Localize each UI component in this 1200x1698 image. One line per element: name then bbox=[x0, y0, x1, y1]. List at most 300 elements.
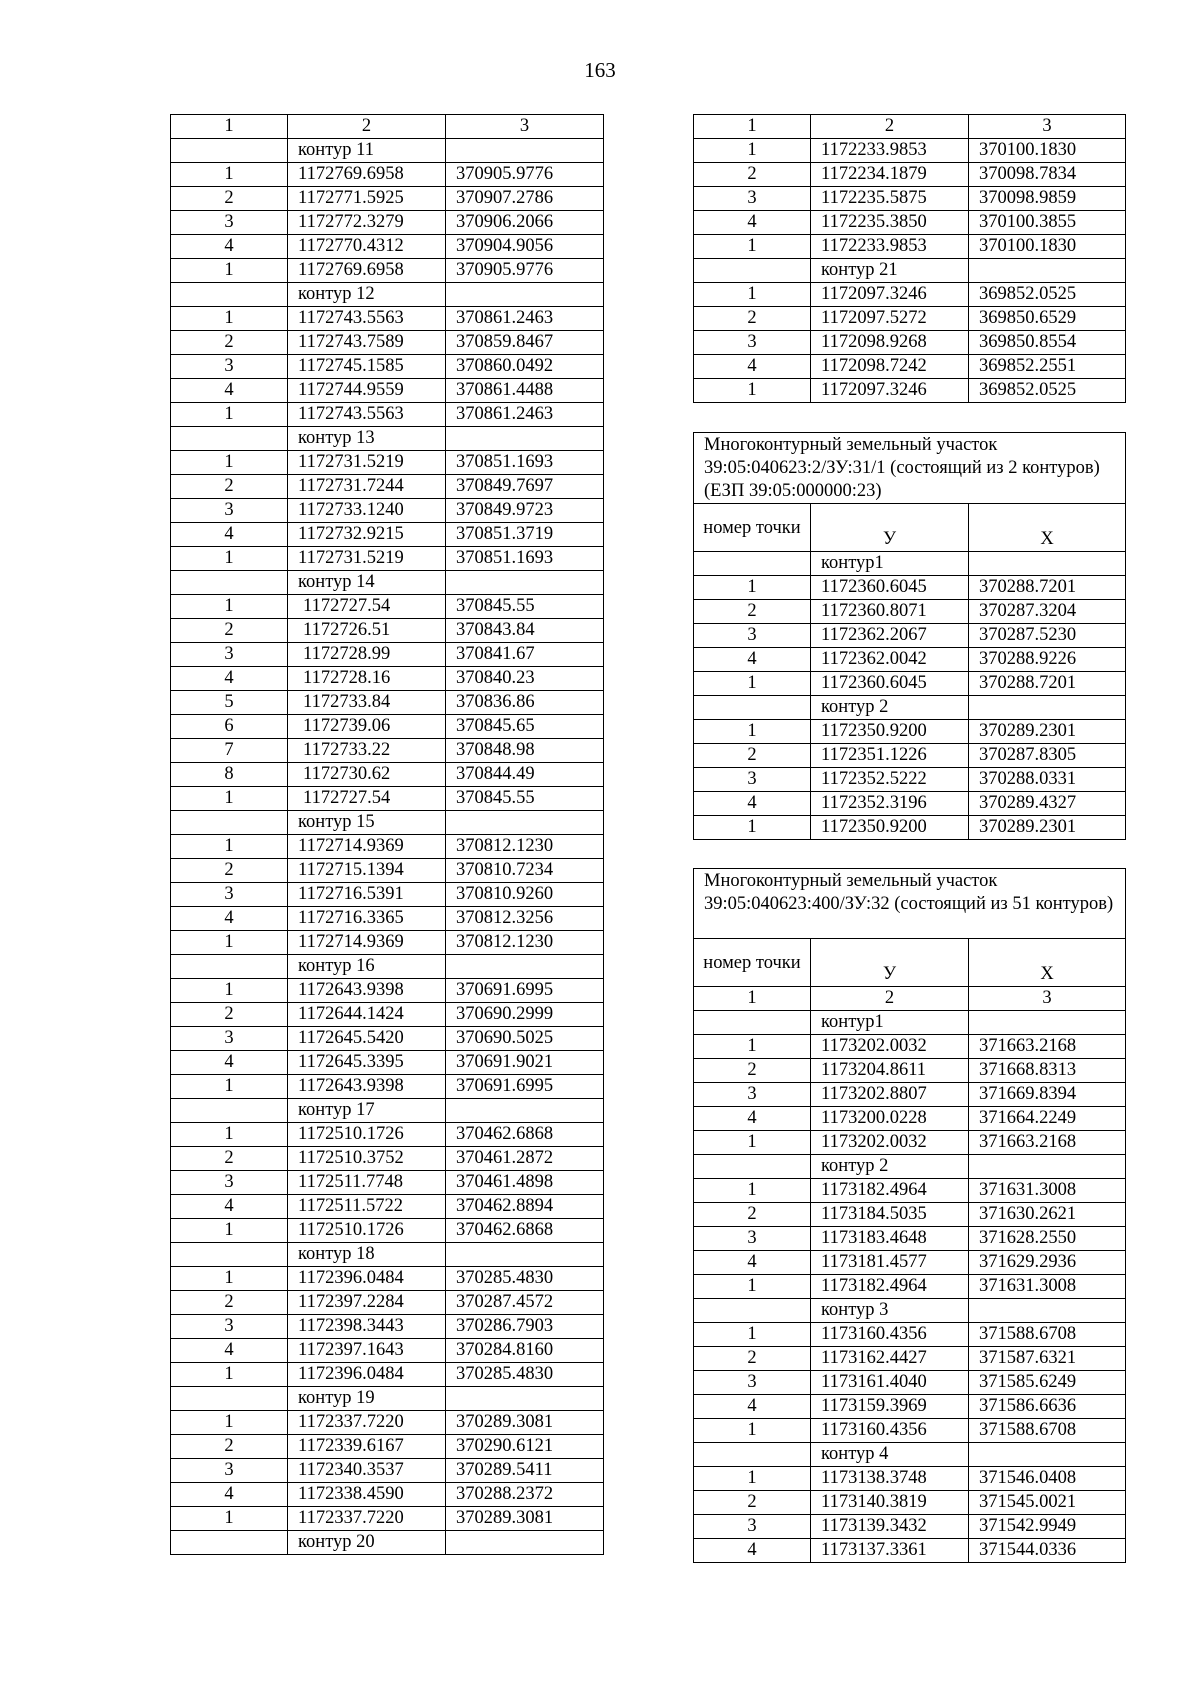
point-number-cell: 4 bbox=[171, 235, 288, 259]
point-number-cell: 1 bbox=[171, 787, 288, 811]
contour-label-row bbox=[694, 696, 1126, 720]
contour-label: контур 16 bbox=[288, 955, 446, 979]
point-number-cell: 4 bbox=[171, 907, 288, 931]
x-coordinate-cell: 371664.2249 bbox=[969, 1107, 1126, 1131]
table-row bbox=[171, 163, 604, 187]
table-row bbox=[171, 1315, 604, 1339]
table-row bbox=[694, 672, 1126, 696]
x-coordinate-cell: 370844.49 bbox=[446, 763, 604, 787]
contour-label: контур 17 bbox=[288, 1099, 446, 1123]
point-number-cell: 1 bbox=[171, 595, 288, 619]
x-coordinate-cell: 370288.0331 bbox=[969, 768, 1126, 792]
y-coordinate-cell: 1172233.9853 bbox=[811, 139, 969, 163]
x-coordinate-cell: 371669.8394 bbox=[969, 1083, 1126, 1107]
x-coordinate-cell: 370287.8305 bbox=[969, 744, 1126, 768]
table-row bbox=[171, 523, 604, 547]
y-coordinate-cell: 1172769.6958 bbox=[288, 163, 446, 187]
point-number-cell: 2 bbox=[694, 1059, 811, 1083]
x-coordinate-cell: 370845.55 bbox=[446, 787, 604, 811]
x-coordinate-cell: 370288.7201 bbox=[969, 576, 1126, 600]
point-number-cell bbox=[171, 139, 288, 163]
right-coordinates-table-2 bbox=[693, 432, 1126, 840]
point-number-header: номер точки bbox=[694, 504, 811, 552]
y-coordinate-cell: 1173202.0032 bbox=[811, 1131, 969, 1155]
point-number-cell: 3 bbox=[171, 643, 288, 667]
y-coordinate-cell: 1172715.1394 bbox=[288, 859, 446, 883]
x-coordinate-cell: 371588.6708 bbox=[969, 1419, 1126, 1443]
table-row bbox=[694, 1107, 1126, 1131]
y-coordinate-cell: 1172645.5420 bbox=[288, 1027, 446, 1051]
table-row bbox=[171, 1267, 604, 1291]
point-number-cell: 3 bbox=[694, 187, 811, 211]
point-number-cell: 1 bbox=[694, 1323, 811, 1347]
x-coordinate-cell: 371542.9949 bbox=[969, 1515, 1126, 1539]
contour-label: контур 11 bbox=[288, 139, 446, 163]
contour-label-row bbox=[171, 571, 604, 595]
column-header-row bbox=[694, 504, 1126, 552]
point-number-cell: 1 bbox=[171, 1507, 288, 1531]
y-coordinate-cell: 1173159.3969 bbox=[811, 1395, 969, 1419]
x-coordinate-cell: 370904.9056 bbox=[446, 235, 604, 259]
point-number-cell: 2 bbox=[171, 1291, 288, 1315]
x-coordinate-cell: 370845.55 bbox=[446, 595, 604, 619]
point-number-cell: 1 bbox=[171, 979, 288, 1003]
table-row bbox=[694, 1491, 1126, 1515]
y-coordinate-cell: 1172511.5722 bbox=[288, 1195, 446, 1219]
point-number-cell: 2 bbox=[171, 1435, 288, 1459]
x-coordinate-cell: 371629.2936 bbox=[969, 1251, 1126, 1275]
y-coordinate-cell: 1172398.3443 bbox=[288, 1315, 446, 1339]
y-coordinate-cell: 1172510.1726 bbox=[288, 1219, 446, 1243]
contour-label: контур 20 bbox=[288, 1531, 446, 1555]
table-row bbox=[694, 1251, 1126, 1275]
x-coordinate-cell: 370845.65 bbox=[446, 715, 604, 739]
left-coordinates-table bbox=[170, 114, 604, 1555]
x-coordinate-cell: 370861.2463 bbox=[446, 307, 604, 331]
y-coordinate-cell: 1172714.9369 bbox=[288, 835, 446, 859]
column-header-row bbox=[694, 939, 1126, 987]
table-row bbox=[694, 1467, 1126, 1491]
table-row bbox=[171, 1051, 604, 1075]
contour-label-row bbox=[171, 283, 604, 307]
x-column-header: Х bbox=[969, 504, 1126, 552]
contour-label: контур 2 bbox=[811, 1155, 969, 1179]
contour-label: контур 2 bbox=[811, 696, 969, 720]
x-coordinate-cell: 370860.0492 bbox=[446, 355, 604, 379]
y-coordinate-cell: 1172731.7244 bbox=[288, 475, 446, 499]
x-coordinate-cell: 370851.1693 bbox=[446, 547, 604, 571]
x-coordinate-cell: 370461.4898 bbox=[446, 1171, 604, 1195]
x-coordinate-cell: 370287.3204 bbox=[969, 600, 1126, 624]
contour-label-row bbox=[694, 1443, 1126, 1467]
y-coordinate-cell: 1172360.6045 bbox=[811, 672, 969, 696]
point-number-cell: 3 bbox=[171, 883, 288, 907]
y-coordinate-cell: 1172726.51 bbox=[288, 619, 446, 643]
table-row bbox=[694, 1371, 1126, 1395]
table-row bbox=[694, 576, 1126, 600]
point-number-cell: 3 bbox=[171, 1171, 288, 1195]
table-row bbox=[171, 307, 604, 331]
table-row bbox=[694, 1347, 1126, 1371]
point-number-cell: 2 bbox=[694, 600, 811, 624]
point-number-cell: 1 bbox=[171, 1219, 288, 1243]
point-number-cell: 3 bbox=[694, 1371, 811, 1395]
point-number-cell bbox=[694, 259, 811, 283]
point-number-cell: 3 bbox=[171, 499, 288, 523]
table-row bbox=[171, 643, 604, 667]
point-number-cell: 3 bbox=[694, 624, 811, 648]
y-coordinate-cell: 1173140.3819 bbox=[811, 1491, 969, 1515]
x-coordinate-cell: 371628.2550 bbox=[969, 1227, 1126, 1251]
table-row bbox=[171, 499, 604, 523]
table-row bbox=[171, 235, 604, 259]
table-row bbox=[171, 739, 604, 763]
point-number-cell: 3 bbox=[171, 1315, 288, 1339]
table-row bbox=[171, 859, 604, 883]
point-number-cell: 2 bbox=[694, 1491, 811, 1515]
table-title: Многоконтурный земельный участок 39:05:040623:400/ЗУ:32 (состоящий из 51 контуров) bbox=[694, 869, 1126, 939]
y-coordinate-cell: 1173204.8611 bbox=[811, 1059, 969, 1083]
table-title-row bbox=[694, 869, 1126, 939]
point-number-cell: 2 bbox=[171, 187, 288, 211]
contour-label-row bbox=[171, 1099, 604, 1123]
point-number-cell: 1 bbox=[694, 1275, 811, 1299]
point-number-cell: 4 bbox=[694, 211, 811, 235]
x-coordinate-cell bbox=[446, 427, 604, 451]
y-coordinate-cell: 1172728.99 bbox=[288, 643, 446, 667]
y-column-header: У bbox=[811, 504, 969, 552]
point-number-cell bbox=[171, 1099, 288, 1123]
x-column-header: Х bbox=[969, 939, 1126, 987]
x-coordinate-cell: 370905.9776 bbox=[446, 259, 604, 283]
contour-label-row bbox=[694, 552, 1126, 576]
y-coordinate-cell: 1172743.5563 bbox=[288, 307, 446, 331]
x-coordinate-cell: 371587.6321 bbox=[969, 1347, 1126, 1371]
contour-label: контур 14 bbox=[288, 571, 446, 595]
y-coordinate-cell: 1172235.3850 bbox=[811, 211, 969, 235]
point-number-cell: 4 bbox=[694, 648, 811, 672]
header-cell: 1 bbox=[694, 115, 811, 139]
table-row bbox=[171, 931, 604, 955]
contour-label-row bbox=[171, 1387, 604, 1411]
point-number-cell: 1 bbox=[171, 403, 288, 427]
point-number-cell: 2 bbox=[171, 475, 288, 499]
table-header-row bbox=[694, 115, 1126, 139]
y-coordinate-cell: 1172733.84 bbox=[288, 691, 446, 715]
y-coordinate-cell: 1172350.9200 bbox=[811, 720, 969, 744]
point-number-cell: 3 bbox=[694, 331, 811, 355]
contour-label-row bbox=[171, 955, 604, 979]
y-coordinate-cell: 1172097.3246 bbox=[811, 379, 969, 403]
point-number-cell: 1 bbox=[171, 163, 288, 187]
y-coordinate-cell: 1172510.1726 bbox=[288, 1123, 446, 1147]
y-coordinate-cell: 1172730.62 bbox=[288, 763, 446, 787]
x-coordinate-cell: 370100.3855 bbox=[969, 211, 1126, 235]
x-coordinate-cell: 370849.9723 bbox=[446, 499, 604, 523]
x-coordinate-cell bbox=[969, 1011, 1126, 1035]
x-coordinate-cell: 370836.86 bbox=[446, 691, 604, 715]
column-number-cell: 3 bbox=[969, 987, 1126, 1011]
x-coordinate-cell bbox=[969, 1443, 1126, 1467]
x-coordinate-cell: 370098.9859 bbox=[969, 187, 1126, 211]
contour-label: контур 18 bbox=[288, 1243, 446, 1267]
table-row bbox=[171, 715, 604, 739]
y-coordinate-cell: 1173184.5035 bbox=[811, 1203, 969, 1227]
x-coordinate-cell bbox=[446, 283, 604, 307]
y-coordinate-cell: 1172770.4312 bbox=[288, 235, 446, 259]
y-coordinate-cell: 1173161.4040 bbox=[811, 1371, 969, 1395]
point-number-cell: 1 bbox=[694, 1179, 811, 1203]
x-coordinate-cell: 371630.2621 bbox=[969, 1203, 1126, 1227]
point-number-cell: 4 bbox=[694, 355, 811, 379]
table-row bbox=[694, 1323, 1126, 1347]
table-row bbox=[694, 744, 1126, 768]
y-coordinate-cell: 1172510.3752 bbox=[288, 1147, 446, 1171]
y-coordinate-cell: 1172098.7242 bbox=[811, 355, 969, 379]
point-number-cell: 1 bbox=[171, 547, 288, 571]
x-coordinate-cell: 370289.2301 bbox=[969, 720, 1126, 744]
x-coordinate-cell: 370289.5411 bbox=[446, 1459, 604, 1483]
table-row bbox=[171, 331, 604, 355]
x-coordinate-cell: 370288.2372 bbox=[446, 1483, 604, 1507]
point-number-cell: 1 bbox=[171, 1363, 288, 1387]
x-coordinate-cell: 370905.9776 bbox=[446, 163, 604, 187]
table-row bbox=[171, 883, 604, 907]
table-row bbox=[694, 1083, 1126, 1107]
x-coordinate-cell: 371663.2168 bbox=[969, 1131, 1126, 1155]
table-row bbox=[171, 763, 604, 787]
x-coordinate-cell bbox=[969, 1299, 1126, 1323]
point-number-cell: 4 bbox=[694, 1107, 811, 1131]
x-coordinate-cell bbox=[446, 811, 604, 835]
y-coordinate-cell: 1172716.5391 bbox=[288, 883, 446, 907]
right-coordinates-table-1 bbox=[693, 114, 1126, 403]
x-coordinate-cell: 370812.3256 bbox=[446, 907, 604, 931]
y-coordinate-cell: 1172727.54 bbox=[288, 595, 446, 619]
y-coordinate-cell: 1173137.3361 bbox=[811, 1539, 969, 1563]
table-header-row bbox=[171, 115, 604, 139]
point-number-cell: 1 bbox=[171, 835, 288, 859]
y-coordinate-cell: 1172714.9369 bbox=[288, 931, 446, 955]
x-coordinate-cell: 370286.7903 bbox=[446, 1315, 604, 1339]
x-coordinate-cell: 371668.8313 bbox=[969, 1059, 1126, 1083]
point-number-cell: 2 bbox=[694, 163, 811, 187]
point-number-cell: 1 bbox=[171, 259, 288, 283]
column-number-cell: 2 bbox=[811, 987, 969, 1011]
x-coordinate-cell: 369850.8554 bbox=[969, 331, 1126, 355]
table-row bbox=[171, 1507, 604, 1531]
table-row bbox=[171, 1123, 604, 1147]
table-row bbox=[171, 787, 604, 811]
table-row bbox=[694, 187, 1126, 211]
y-coordinate-cell: 1173139.3432 bbox=[811, 1515, 969, 1539]
point-number-cell: 3 bbox=[171, 355, 288, 379]
contour-label: контур 3 bbox=[811, 1299, 969, 1323]
contour-label-row bbox=[171, 811, 604, 835]
point-number-cell: 2 bbox=[171, 331, 288, 355]
point-number-cell: 4 bbox=[171, 1483, 288, 1507]
x-coordinate-cell: 370284.8160 bbox=[446, 1339, 604, 1363]
table-row bbox=[171, 1171, 604, 1195]
point-number-cell: 4 bbox=[694, 792, 811, 816]
x-coordinate-cell: 370289.3081 bbox=[446, 1411, 604, 1435]
table-row bbox=[694, 1275, 1126, 1299]
x-coordinate-cell bbox=[446, 955, 604, 979]
x-coordinate-cell bbox=[446, 1531, 604, 1555]
x-coordinate-cell: 370906.2066 bbox=[446, 211, 604, 235]
point-number-cell: 3 bbox=[171, 1459, 288, 1483]
point-number-cell: 2 bbox=[171, 1003, 288, 1027]
point-number-cell: 1 bbox=[694, 283, 811, 307]
x-coordinate-cell: 370851.3719 bbox=[446, 523, 604, 547]
table-row bbox=[694, 139, 1126, 163]
table-row bbox=[694, 1035, 1126, 1059]
x-coordinate-cell: 371588.6708 bbox=[969, 1323, 1126, 1347]
y-coordinate-cell: 1172233.9853 bbox=[811, 235, 969, 259]
contour-label: контур 19 bbox=[288, 1387, 446, 1411]
point-number-cell: 6 bbox=[171, 715, 288, 739]
y-coordinate-cell: 1172745.1585 bbox=[288, 355, 446, 379]
table-row bbox=[694, 355, 1126, 379]
y-coordinate-cell: 1172397.2284 bbox=[288, 1291, 446, 1315]
header-cell: 1 bbox=[171, 115, 288, 139]
point-number-cell: 3 bbox=[694, 1083, 811, 1107]
point-number-cell: 4 bbox=[171, 1051, 288, 1075]
point-number-cell: 2 bbox=[694, 744, 811, 768]
contour-label: контур 13 bbox=[288, 427, 446, 451]
table-row bbox=[171, 259, 604, 283]
point-number-cell: 1 bbox=[694, 1131, 811, 1155]
x-coordinate-cell bbox=[969, 552, 1126, 576]
contour-label: контур1 bbox=[811, 552, 969, 576]
point-number-cell: 3 bbox=[694, 1227, 811, 1251]
point-number-cell bbox=[694, 1443, 811, 1467]
point-number-cell: 4 bbox=[694, 1395, 811, 1419]
table-row bbox=[171, 211, 604, 235]
y-coordinate-cell: 1172645.3395 bbox=[288, 1051, 446, 1075]
contour-label: контур1 bbox=[811, 1011, 969, 1035]
x-coordinate-cell: 370290.6121 bbox=[446, 1435, 604, 1459]
x-coordinate-cell bbox=[446, 571, 604, 595]
point-number-cell: 3 bbox=[694, 1515, 811, 1539]
table-row bbox=[694, 163, 1126, 187]
y-coordinate-cell: 1173182.4964 bbox=[811, 1179, 969, 1203]
y-coordinate-cell: 1172397.1643 bbox=[288, 1339, 446, 1363]
contour-label: контур 4 bbox=[811, 1443, 969, 1467]
table-row bbox=[694, 768, 1126, 792]
table-row bbox=[694, 1059, 1126, 1083]
point-number-cell bbox=[171, 1387, 288, 1411]
point-number-cell: 8 bbox=[171, 763, 288, 787]
point-number-cell: 1 bbox=[694, 379, 811, 403]
page-number: 163 bbox=[584, 58, 616, 82]
y-coordinate-cell: 1173182.4964 bbox=[811, 1275, 969, 1299]
x-coordinate-cell: 371585.6249 bbox=[969, 1371, 1126, 1395]
left-table-body bbox=[171, 115, 604, 1555]
point-number-cell: 3 bbox=[171, 211, 288, 235]
point-number-cell: 1 bbox=[694, 1467, 811, 1491]
table-row bbox=[694, 720, 1126, 744]
point-number-cell bbox=[694, 1155, 811, 1179]
contour-label-row bbox=[171, 427, 604, 451]
table-row bbox=[171, 547, 604, 571]
point-number-cell bbox=[171, 955, 288, 979]
table-row bbox=[694, 792, 1126, 816]
x-coordinate-cell: 370690.2999 bbox=[446, 1003, 604, 1027]
y-coordinate-cell: 1172351.1226 bbox=[811, 744, 969, 768]
y-coordinate-cell: 1172097.3246 bbox=[811, 283, 969, 307]
point-number-cell bbox=[171, 283, 288, 307]
x-coordinate-cell bbox=[446, 1099, 604, 1123]
x-coordinate-cell: 371544.0336 bbox=[969, 1539, 1126, 1563]
point-number-cell: 2 bbox=[171, 859, 288, 883]
x-coordinate-cell bbox=[969, 696, 1126, 720]
table-row bbox=[694, 1203, 1126, 1227]
column-number-cell: 1 bbox=[694, 987, 811, 1011]
point-number-cell bbox=[694, 552, 811, 576]
point-number-cell: 4 bbox=[171, 1339, 288, 1363]
table-row bbox=[694, 1515, 1126, 1539]
x-coordinate-cell: 369852.0525 bbox=[969, 283, 1126, 307]
point-number-cell: 3 bbox=[694, 768, 811, 792]
right-table-1-body bbox=[694, 115, 1126, 403]
y-coordinate-cell: 1172733.1240 bbox=[288, 499, 446, 523]
point-number-cell: 1 bbox=[171, 451, 288, 475]
x-coordinate-cell: 370288.9226 bbox=[969, 648, 1126, 672]
y-coordinate-cell: 1172338.4590 bbox=[288, 1483, 446, 1507]
x-coordinate-cell: 370861.2463 bbox=[446, 403, 604, 427]
table-row bbox=[171, 1435, 604, 1459]
y-coordinate-cell: 1172769.6958 bbox=[288, 259, 446, 283]
table-row bbox=[171, 1003, 604, 1027]
contour-label-row bbox=[694, 259, 1126, 283]
table-row bbox=[694, 1395, 1126, 1419]
table-row bbox=[694, 211, 1126, 235]
x-coordinate-cell: 370287.4572 bbox=[446, 1291, 604, 1315]
point-number-cell: 2 bbox=[171, 1147, 288, 1171]
contour-label: контур 15 bbox=[288, 811, 446, 835]
point-number-cell: 2 bbox=[694, 1203, 811, 1227]
point-number-cell: 1 bbox=[171, 931, 288, 955]
x-coordinate-cell: 371546.0408 bbox=[969, 1467, 1126, 1491]
y-coordinate-cell: 1173181.4577 bbox=[811, 1251, 969, 1275]
x-coordinate-cell: 370691.6995 bbox=[446, 979, 604, 1003]
x-coordinate-cell: 370285.4830 bbox=[446, 1267, 604, 1291]
x-coordinate-cell: 370289.2301 bbox=[969, 816, 1126, 840]
point-number-cell: 1 bbox=[171, 1123, 288, 1147]
table-row bbox=[694, 624, 1126, 648]
y-coordinate-cell: 1172732.9215 bbox=[288, 523, 446, 547]
x-coordinate-cell: 370851.1693 bbox=[446, 451, 604, 475]
y-coordinate-cell: 1172350.9200 bbox=[811, 816, 969, 840]
y-coordinate-cell: 1172339.6167 bbox=[288, 1435, 446, 1459]
header-cell: 3 bbox=[969, 115, 1126, 139]
y-coordinate-cell: 1172743.7589 bbox=[288, 331, 446, 355]
table-row bbox=[694, 235, 1126, 259]
point-number-cell bbox=[171, 571, 288, 595]
table-row bbox=[171, 1147, 604, 1171]
x-coordinate-cell: 371586.6636 bbox=[969, 1395, 1126, 1419]
table-row bbox=[171, 667, 604, 691]
table-row bbox=[694, 283, 1126, 307]
table-row bbox=[171, 691, 604, 715]
y-coordinate-cell: 1172643.9398 bbox=[288, 1075, 446, 1099]
x-coordinate-cell: 370848.98 bbox=[446, 739, 604, 763]
x-coordinate-cell: 370812.1230 bbox=[446, 835, 604, 859]
column-number-row bbox=[694, 987, 1126, 1011]
x-coordinate-cell: 370690.5025 bbox=[446, 1027, 604, 1051]
y-coordinate-cell: 1173138.3748 bbox=[811, 1467, 969, 1491]
